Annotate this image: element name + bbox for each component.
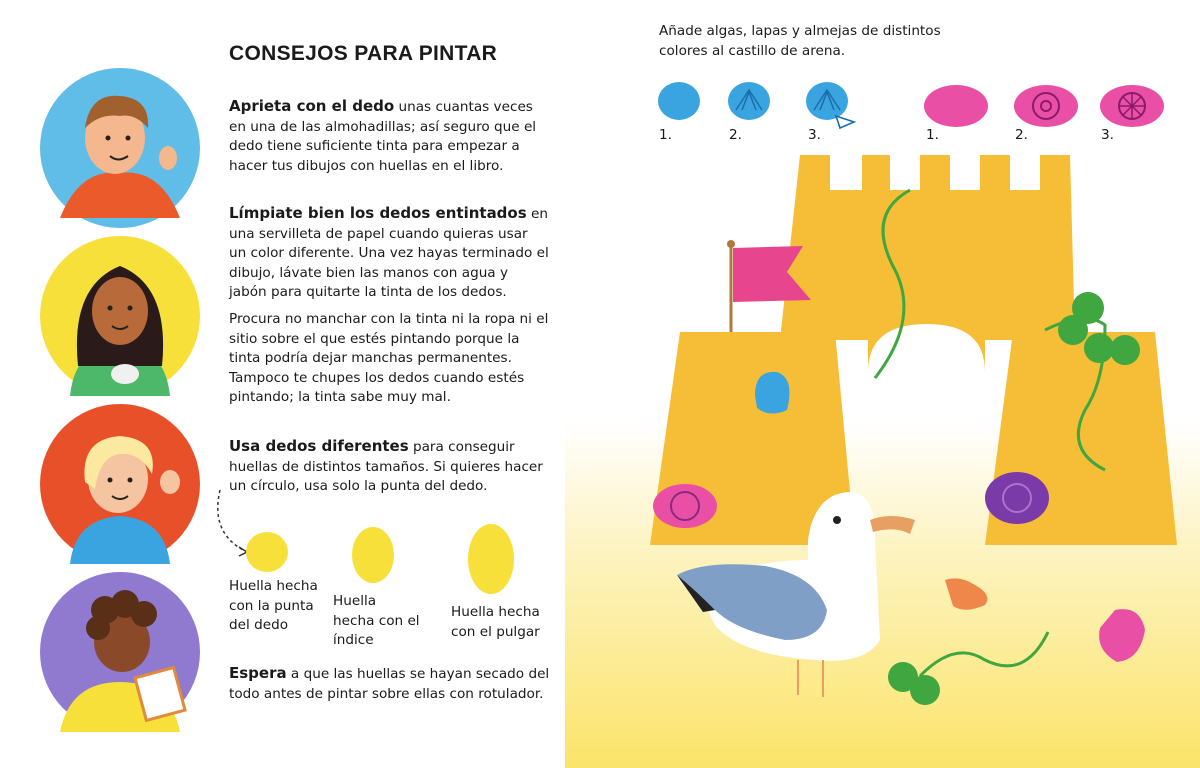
pink-step-1-label: 1.	[926, 127, 939, 143]
blue-step-2-label: 2.	[729, 127, 742, 143]
tip-press-finger: Aprieta con el dedo unas cuantas veces en una de las almohadillas; así seguro que el dedo tiene suficiente tinta para empezar a hacer tus dibujos con huellas en el libro.	[229, 97, 537, 174]
tip-wait-dry: Espera a que las huellas se hayan secado del todo antes de pintar sobre ellas con rotulador.	[229, 664, 550, 702]
tip-different-fingers: Usa dedos diferentes para conseguir huellas de distintos tamaños. Si quieres hacer un círculo, usa solo la punta del dedo.	[229, 437, 543, 494]
pink-step-2-label: 2.	[1015, 127, 1028, 143]
boy-avatar-icon	[40, 68, 200, 228]
thumb-print-caption: Huella hecha con el pulgar	[451, 604, 540, 640]
thumb-print-sample	[466, 522, 516, 596]
pink-shell-step2-icon	[1014, 85, 1080, 127]
blue-print-step1	[658, 82, 702, 122]
page-title: CONSEJOS PARA PINTAR	[229, 42, 498, 65]
tip-avoid-stains: Procura no manchar con la tinta ni la ropa ni el sitio sobre el que estés pintando porque la tinta podría dejar manchas permanentes. Tampoco te chupes los dedos cuando estés pintando; la tinta sabe muy mal.	[229, 311, 549, 405]
castle-instruction: Añade algas, lapas y almejas de distintos colores al castillo de arena.	[659, 23, 941, 59]
fingertip-print-caption: Huella hecha con la punta del dedo	[229, 578, 318, 633]
blonde-child-avatar-icon	[40, 404, 200, 564]
pink-step-3-label: 3.	[1101, 127, 1114, 143]
girl-avatar-icon	[40, 236, 200, 396]
curly-child-avatar-icon	[40, 572, 200, 732]
index-print-caption: Huella hecha con el índice	[333, 593, 420, 648]
blue-step-3-label: 3.	[808, 127, 821, 143]
index-print-sample	[350, 525, 396, 585]
blue-step-1-label: 1.	[659, 127, 672, 143]
blue-shell-step2-icon	[728, 82, 772, 122]
fingertip-print-sample	[244, 530, 290, 574]
tip-clean-fingers: Límpiate bien los dedos entintados en una servilleta de papel cuando quieras usar un color diferente. Una vez hayas terminado el dibujo, lávate bien las manos con agua y jabón para quitarte la tinta de los dedos.	[229, 204, 549, 300]
pink-shell-step3-icon	[1100, 85, 1166, 127]
pink-print-step1	[924, 85, 990, 127]
blue-shell-step3-icon	[806, 82, 858, 132]
